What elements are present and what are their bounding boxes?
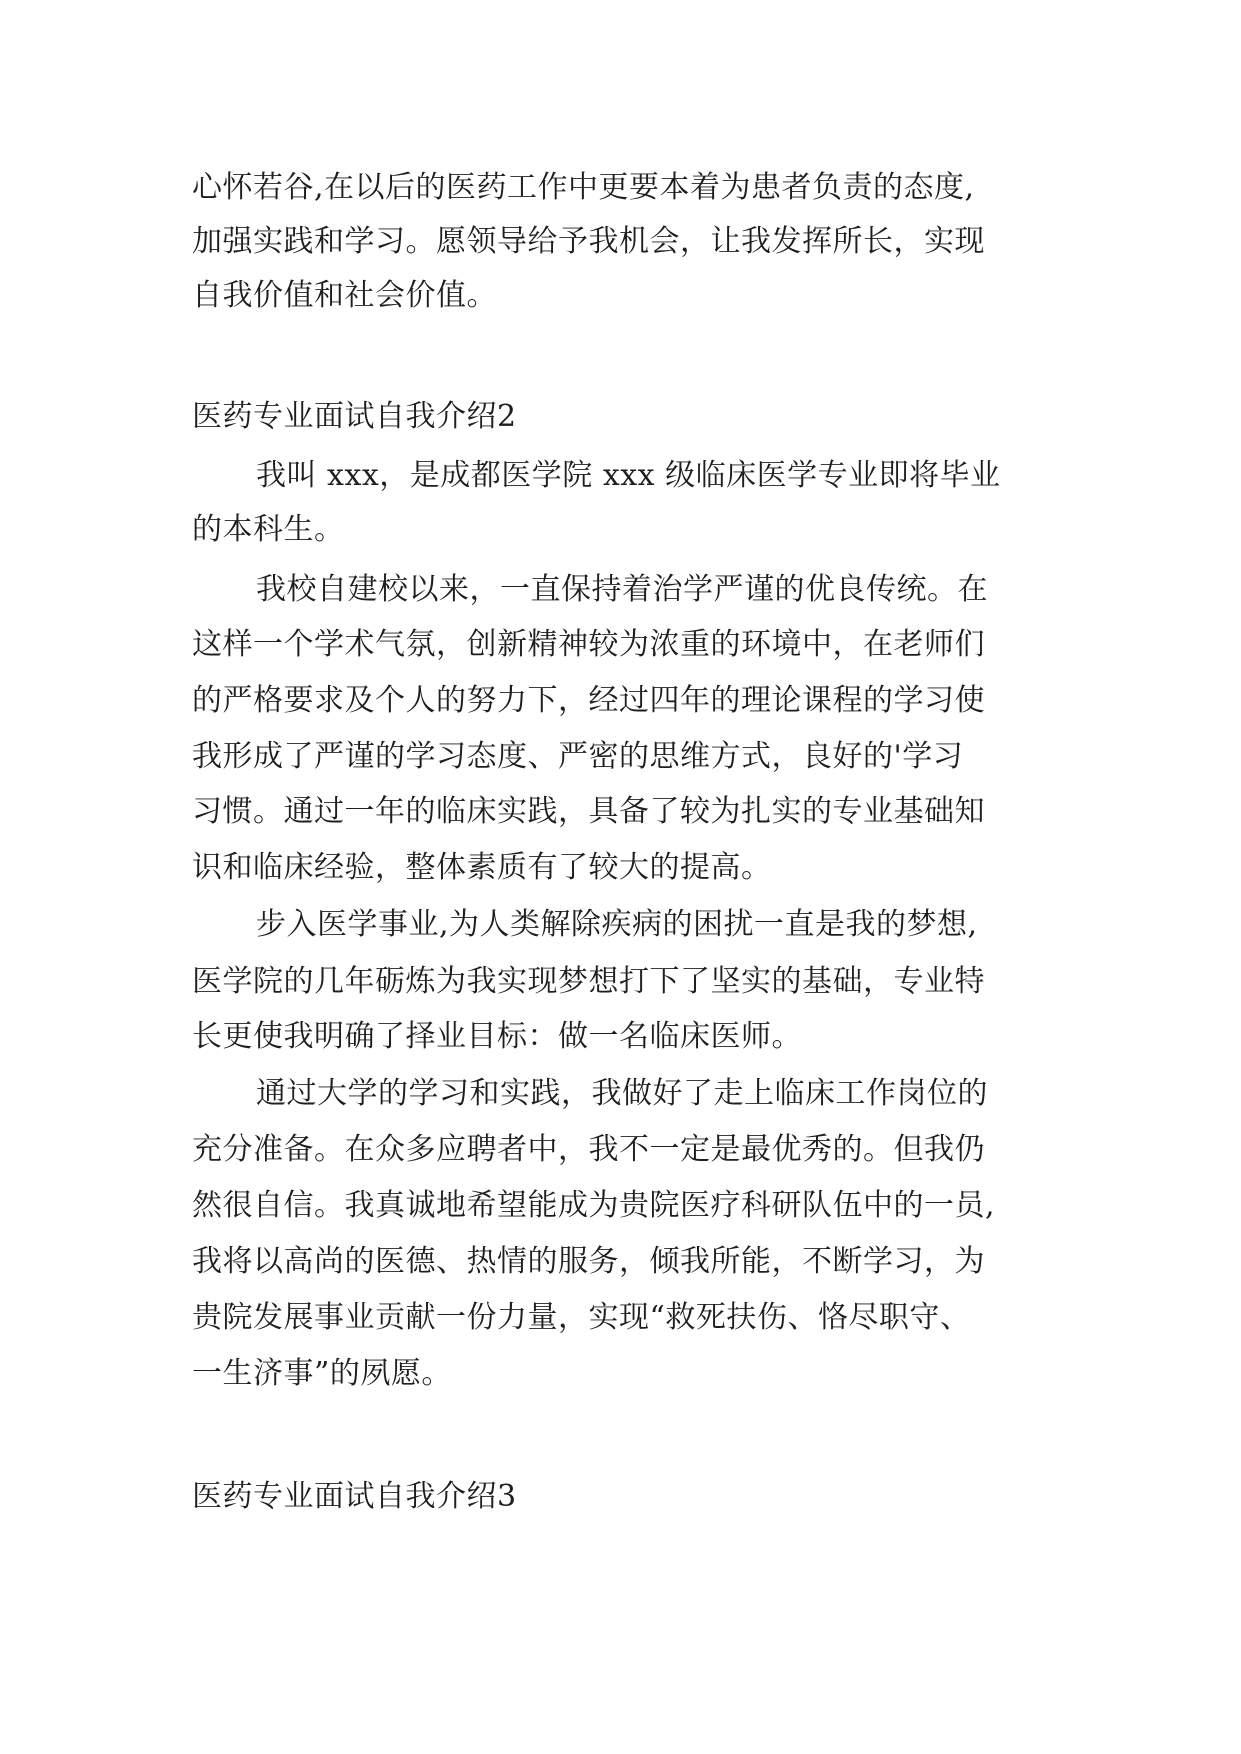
- text-line: 我校自建校以来，一直保持着治学严谨的优良传统。在: [256, 572, 988, 607]
- text-line: 我叫 xxx，是成都医学院 xxx 级临床医学专业即将毕业: [256, 458, 1001, 493]
- text-line: 自我价值和社会价值。: [192, 278, 497, 313]
- text-line: 一生济事”的夙愿。: [192, 1356, 452, 1391]
- text-line: 步入医学事业,为人类解除疾病的困扰一直是我的梦想,: [256, 907, 978, 942]
- text-line: 然很自信。我真诚地希望能成为贵院医疗科研队伍中的一员,: [192, 1188, 996, 1223]
- text-line: 心怀若谷,在以后的医药工作中更要本着为患者负责的态度,: [192, 170, 975, 205]
- section-heading: 医药专业面试自我介绍3: [192, 1479, 517, 1514]
- text-line: 的严格要求及个人的努力下，经过四年的理论课程的学习使: [192, 683, 985, 718]
- text-line: 的本科生。: [192, 512, 345, 547]
- text-line: 习惯。通过一年的临床实践，具备了较为扎实的专业基础知: [192, 794, 985, 829]
- text-line: 充分准备。在众多应聘者中，我不一定是最优秀的。但我仍: [192, 1132, 985, 1167]
- text-line: 医学院的几年砺炼为我实现梦想打下了坚实的基础，专业特: [192, 964, 985, 999]
- text-line: 通过大学的学习和实践，我做好了走上临床工作岗位的: [256, 1076, 988, 1111]
- section-heading: 医药专业面试自我介绍2: [192, 399, 517, 434]
- text-line: 长更使我明确了择业目标：做一名临床医师。: [192, 1019, 802, 1054]
- text-line: 这样一个学术气氛，创新精神较为浓重的环境中，在老师们: [192, 627, 985, 662]
- text-line: 加强实践和学习。愿领导给予我机会，让我发挥所长，实现: [192, 224, 985, 259]
- text-line: 贵院发展事业贡献一份力量，实现“救死扶伤、恪尽职守、: [192, 1300, 971, 1335]
- text-line: 我形成了严谨的学习态度、严密的思维方式，良好的'学习: [192, 739, 964, 774]
- text-line: 识和临床经验，整体素质有了较大的提高。: [192, 850, 772, 885]
- text-line: 我将以高尚的医德、热情的服务，倾我所能，不断学习，为: [192, 1244, 985, 1279]
